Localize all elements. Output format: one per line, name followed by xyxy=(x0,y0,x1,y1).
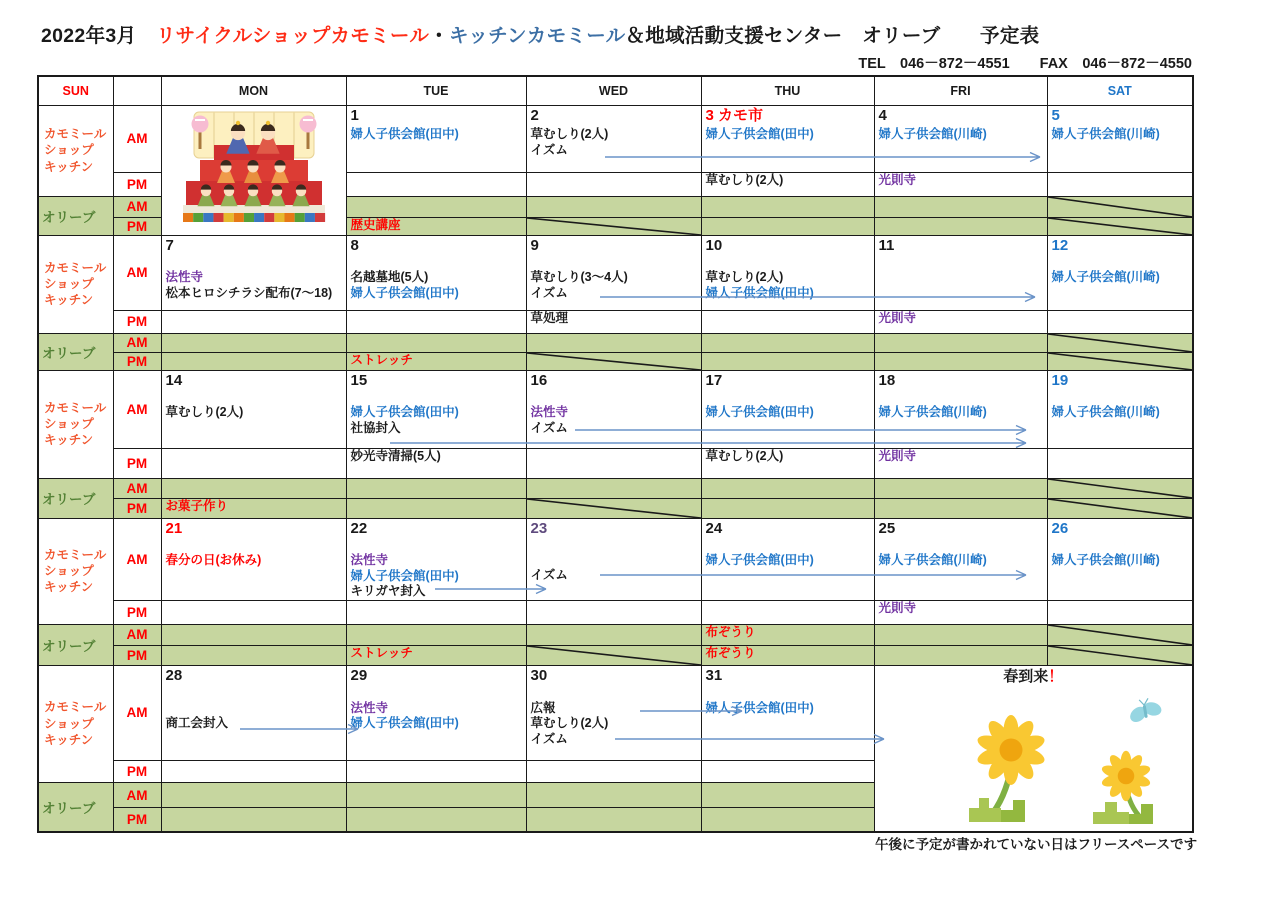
week1-row-am xyxy=(38,105,1193,172)
cell-mar9-olive-pm xyxy=(526,352,701,370)
olive-am-label: AM xyxy=(113,624,161,645)
cell-mar23-am xyxy=(526,518,701,600)
event-text: 婦人子供会館(川崎) xyxy=(878,127,987,142)
cell-mar1-olive-pm xyxy=(346,217,526,235)
cell-mar3-olive-pm xyxy=(701,217,874,235)
olive-am-label: AM xyxy=(113,782,161,808)
event-text: 婦人子供会館(川崎) xyxy=(1051,127,1160,142)
diagonal-line xyxy=(527,499,701,518)
cell-mar1-pm xyxy=(346,172,526,196)
cell-mar1-am xyxy=(346,105,526,172)
diagonal-line xyxy=(527,646,701,665)
event-text: 婦人子供会館(川崎) xyxy=(878,405,987,420)
cell-mar22-olive-pm xyxy=(346,645,526,665)
cell-mar4-olive-pm xyxy=(874,217,1047,235)
spring-arrival-cell xyxy=(874,665,1193,832)
title-segment: リサイクルショップカモミール xyxy=(156,25,430,47)
event-text: イズム xyxy=(530,285,568,300)
cell-mar12-am xyxy=(1047,235,1193,310)
cell-mar16-olive-pm xyxy=(526,498,701,518)
cell-mar16-olive-am xyxy=(526,478,701,498)
shop-row-label xyxy=(38,105,113,196)
calendar-table xyxy=(37,75,1194,833)
cell-mar26-am xyxy=(1047,518,1193,600)
contact-line xyxy=(858,52,1192,73)
olive-pm-label: PM xyxy=(113,645,161,665)
diagonal-line xyxy=(1048,334,1193,352)
cell-mar8-pm xyxy=(346,310,526,333)
shop-label-line: カモミール xyxy=(44,700,107,715)
diagonal-line xyxy=(1048,479,1193,498)
event-text: 婦人子供会館(田中) xyxy=(350,285,459,300)
event-text: 草むしり(3～4人) xyxy=(530,270,628,285)
event-text: イズム xyxy=(530,420,568,435)
event-text: 草むしり(2人) xyxy=(530,127,609,142)
cell-mar9-olive-am xyxy=(526,333,701,352)
cell-mar9-pm xyxy=(526,310,701,333)
week2-row-olive_am xyxy=(38,333,1193,352)
shop-label-line: ショップ xyxy=(44,276,94,291)
shop-label-line: キッチン xyxy=(44,293,94,308)
cell-mar7-am xyxy=(161,235,346,310)
cell-mar30-olive-am xyxy=(526,782,701,808)
spring-caption xyxy=(875,668,1193,686)
page-title xyxy=(41,20,1039,48)
cell-mar5-am xyxy=(1047,105,1193,172)
cell-mar2-pm xyxy=(526,172,701,196)
cell-mar3-pm xyxy=(701,172,874,196)
cell-mar24-olive-am xyxy=(701,624,874,645)
olive-pm-label: PM xyxy=(113,352,161,370)
am-label: AM xyxy=(113,665,161,760)
diagonal-line xyxy=(1048,218,1193,235)
day-number: 21 xyxy=(165,519,183,537)
cell-mar14-olive-am xyxy=(161,478,346,498)
day-number: 11 xyxy=(878,236,895,254)
cell-mar7-olive-pm xyxy=(161,352,346,370)
cell-mar4-pm xyxy=(874,172,1047,196)
shop-label-line: カモミール xyxy=(44,547,107,562)
olive-am-label: AM xyxy=(113,196,161,217)
olive-row-label: オリーブ xyxy=(38,196,113,235)
event-text: 広報 xyxy=(530,700,556,715)
day-number: 5 xyxy=(1051,106,1060,124)
cell-mar10-pm xyxy=(701,310,874,333)
pm-label: PM xyxy=(113,310,161,333)
olive-pm-label: PM xyxy=(113,808,161,832)
cell-mar14-am xyxy=(161,370,346,448)
title-segment: ・ xyxy=(429,25,449,47)
cell-mar8-am xyxy=(346,235,526,310)
week4-row-am xyxy=(38,518,1193,600)
cell-mar22-olive-am xyxy=(346,624,526,645)
event-text: ストレッチ xyxy=(350,645,413,660)
cell-mar21-pm xyxy=(161,600,346,624)
cell-mar16-am xyxy=(526,370,701,448)
cell-mar25-pm xyxy=(874,600,1047,624)
event-text: 社協封入 xyxy=(350,420,401,435)
cell-mar28-olive-pm xyxy=(161,808,346,832)
cell-mar28-olive-am xyxy=(161,782,346,808)
pm-label: PM xyxy=(113,600,161,624)
title-segment: キッチンカモミール xyxy=(448,25,626,47)
event-text: イズム xyxy=(530,568,568,583)
cell-mar12-pm xyxy=(1047,310,1193,333)
cell-mar29-pm xyxy=(346,760,526,782)
cell-mar12-olive-pm xyxy=(1047,352,1193,370)
cell-mar10-am xyxy=(701,235,874,310)
title-segment: ＆地域活動支援センター オリーブ 予定表 xyxy=(625,25,1040,47)
event-text: 光則寺 xyxy=(878,310,917,325)
event-text: 婦人子供会館(田中) xyxy=(705,285,814,300)
diagonal-line xyxy=(1048,353,1193,370)
day-number: 16 xyxy=(530,371,548,389)
cell-mar11-olive-pm xyxy=(874,352,1047,370)
weekday-header-sat: SAT xyxy=(1047,76,1193,105)
cell-mar26-olive-am xyxy=(1047,624,1193,645)
cell-mar28-pm xyxy=(161,760,346,782)
shop-label-line: ショップ xyxy=(44,143,94,158)
cell-mar17-am xyxy=(701,370,874,448)
cell-mar7-pm xyxy=(161,310,346,333)
cell-mar19-olive-am xyxy=(1047,478,1193,498)
am-label: AM xyxy=(113,105,161,172)
cell-mar25-olive-am xyxy=(874,624,1047,645)
event-text: 婦人子供会館(田中) xyxy=(705,405,814,420)
day-number: 10 xyxy=(705,236,723,254)
shop-label-line: カモミール xyxy=(44,400,107,415)
cell-mar12-olive-am xyxy=(1047,333,1193,352)
cell-mar30-pm xyxy=(526,760,701,782)
day-number: 17 xyxy=(705,371,723,389)
cell-mar9-am xyxy=(526,235,701,310)
cell-mar11-pm xyxy=(874,310,1047,333)
event-text: 妙光寺清掃(5人) xyxy=(350,448,441,463)
cell-mar8-olive-pm xyxy=(346,352,526,370)
event-text: ストレッチ xyxy=(350,352,413,367)
event-text: 婦人子供会館(田中) xyxy=(350,127,459,142)
event-text: 名越墓地(5人) xyxy=(350,270,429,285)
week4-row-pm xyxy=(38,600,1193,624)
olive-am-label: AM xyxy=(113,478,161,498)
olive-row-label: オリーブ xyxy=(38,478,113,518)
event-text: 婦人子供会館(田中) xyxy=(705,553,814,568)
cell-mar23-olive-am xyxy=(526,624,701,645)
olive-row-label: オリーブ xyxy=(38,624,113,665)
shop-label-line: キッチン xyxy=(44,433,94,448)
cell-mar14-pm xyxy=(161,448,346,478)
week3-row-pm xyxy=(38,448,1193,478)
event-text: 光則寺 xyxy=(878,600,917,615)
hina-dolls-illustration xyxy=(161,105,346,235)
title-segment: 2022年3月 xyxy=(41,25,157,47)
spring-caption-mark: ！ xyxy=(1048,667,1064,685)
diagonal-line xyxy=(527,218,701,235)
day-number: 24 xyxy=(705,519,723,537)
footnote: 午後に予定が書かれていない日はフリースペースです xyxy=(875,837,1198,852)
weekday-header-row xyxy=(38,76,1193,105)
cell-mar31-am xyxy=(701,665,874,760)
cell-mar29-olive-am xyxy=(346,782,526,808)
cell-mar28-am xyxy=(161,665,346,760)
diagonal-line xyxy=(1048,646,1193,665)
event-text: 婦人子供会館(田中) xyxy=(705,700,814,715)
cell-mar19-olive-pm xyxy=(1047,498,1193,518)
day-number: 8 xyxy=(350,236,359,254)
weekday-header-spacer xyxy=(113,76,161,105)
cell-mar26-olive-pm xyxy=(1047,645,1193,665)
weekday-header-fri: FRI xyxy=(874,76,1047,105)
event-text: 布ぞうり xyxy=(705,645,756,660)
cell-mar17-olive-am xyxy=(701,478,874,498)
shop-label-line: キッチン xyxy=(44,580,94,595)
event-text: 光則寺 xyxy=(878,172,917,187)
weekday-header-tue: TUE xyxy=(346,76,526,105)
week2-row-am xyxy=(38,235,1193,310)
day-number: 12 xyxy=(1051,236,1069,254)
day-number: 25 xyxy=(878,519,896,537)
cell-mar25-am xyxy=(874,518,1047,600)
calendar-body xyxy=(38,105,1193,832)
day-number: 22 xyxy=(350,519,368,537)
cell-mar30-olive-pm xyxy=(526,808,701,832)
event-text: 草むしり(2人) xyxy=(705,448,784,463)
day-number: 9 xyxy=(530,236,539,254)
cell-mar5-pm xyxy=(1047,172,1193,196)
cell-mar7-olive-am xyxy=(161,333,346,352)
olive-pm-label: PM xyxy=(113,498,161,518)
week4-row-olive_pm xyxy=(38,645,1193,665)
day-number: 18 xyxy=(878,371,896,389)
cell-mar3-olive-am xyxy=(701,196,874,217)
week2-row-pm xyxy=(38,310,1193,333)
cell-mar21-olive-pm xyxy=(161,645,346,665)
event-text: 法性寺 xyxy=(165,270,204,285)
fax-number: FAX 046－872－4550 xyxy=(1039,56,1192,72)
shop-label-line: キッチン xyxy=(44,159,94,174)
diagonal-line xyxy=(527,353,701,370)
cell-mar1-olive-am xyxy=(346,196,526,217)
day-number: 29 xyxy=(350,666,368,684)
weekday-header-wed: WED xyxy=(526,76,701,105)
shop-label-line: ショップ xyxy=(44,564,94,578)
cell-mar26-pm xyxy=(1047,600,1193,624)
day-number: 31 xyxy=(705,666,723,684)
event-text: 法性寺 xyxy=(350,553,389,568)
cell-mar17-olive-pm xyxy=(701,498,874,518)
day-number: 2 xyxy=(530,106,539,124)
week3-row-am xyxy=(38,370,1193,448)
cell-mar19-am xyxy=(1047,370,1193,448)
shop-label-line: ショップ xyxy=(44,416,94,431)
event-text: 法性寺 xyxy=(530,405,569,420)
cell-mar22-pm xyxy=(346,600,526,624)
cell-mar21-am xyxy=(161,518,346,600)
event-text: 歴史講座 xyxy=(350,217,401,232)
event-text: 法性寺 xyxy=(350,700,389,715)
hina-dolls-image xyxy=(170,109,338,227)
event-text: イズム xyxy=(530,142,568,157)
diagonal-line xyxy=(1048,197,1193,217)
spring-flowers-image xyxy=(883,688,1188,826)
cell-mar15-olive-pm xyxy=(346,498,526,518)
day-number: 23 xyxy=(530,519,548,537)
cell-mar11-olive-am xyxy=(874,333,1047,352)
tel-number: TEL 046－872－4551 xyxy=(858,56,1010,72)
day-number: 14 xyxy=(165,371,183,389)
spring-flowers-illustration xyxy=(875,688,1193,831)
olive-row-label: オリーブ xyxy=(38,782,113,832)
cell-mar4-am xyxy=(874,105,1047,172)
cell-mar19-pm xyxy=(1047,448,1193,478)
event-text: キリガヤ封入 xyxy=(350,584,426,599)
day-number: 15 xyxy=(350,371,368,389)
day-number: 19 xyxy=(1051,371,1069,389)
event-text: お菓子作り xyxy=(165,498,229,513)
cell-mar22-am xyxy=(346,518,526,600)
cell-mar2-olive-pm xyxy=(526,217,701,235)
shop-label-line: ショップ xyxy=(44,716,94,731)
week3-row-olive_am xyxy=(38,478,1193,498)
cell-mar11-am xyxy=(874,235,1047,310)
cell-mar5-olive-am xyxy=(1047,196,1193,217)
event-text: 草むしり(2人) xyxy=(530,716,609,730)
cell-mar18-pm xyxy=(874,448,1047,478)
week4-row-olive_am xyxy=(38,624,1193,645)
cell-mar31-olive-pm xyxy=(701,808,874,832)
am-label: AM xyxy=(113,518,161,600)
cell-mar25-olive-pm xyxy=(874,645,1047,665)
cell-mar30-am xyxy=(526,665,701,760)
event-text: 婦人子供会館(田中) xyxy=(350,716,459,730)
week2-row-olive_pm xyxy=(38,352,1193,370)
cell-mar8-olive-am xyxy=(346,333,526,352)
olive-row-label: オリーブ xyxy=(38,333,113,370)
spring-caption-text: 春到来 xyxy=(1003,667,1049,685)
cell-mar21-olive-am xyxy=(161,624,346,645)
event-text: 婦人子供会館(田中) xyxy=(350,405,459,420)
cell-mar18-olive-pm xyxy=(874,498,1047,518)
cell-mar24-pm xyxy=(701,600,874,624)
cell-mar18-am xyxy=(874,370,1047,448)
am-label: AM xyxy=(113,370,161,448)
event-text: 婦人子供会館(田中) xyxy=(705,127,814,142)
cell-mar15-pm xyxy=(346,448,526,478)
cell-mar18-olive-am xyxy=(874,478,1047,498)
cell-mar23-olive-pm xyxy=(526,645,701,665)
weekday-header-thu: THU xyxy=(701,76,874,105)
cell-mar4-olive-am xyxy=(874,196,1047,217)
cell-mar2-am xyxy=(526,105,701,172)
cell-mar17-pm xyxy=(701,448,874,478)
event-text: 草むしり(2人) xyxy=(705,172,784,187)
cell-mar15-olive-am xyxy=(346,478,526,498)
day-number: 26 xyxy=(1051,519,1069,537)
event-text: 商工会封入 xyxy=(165,715,229,730)
event-text: 草むしり(2人) xyxy=(165,405,244,420)
shop-row-label xyxy=(38,665,113,782)
shop-row-label xyxy=(38,518,113,624)
week5-row-am xyxy=(38,665,1193,760)
event-text: 婦人子供会館(川崎) xyxy=(878,553,987,568)
day-number: 3 カモ市 xyxy=(705,106,764,124)
event-text: 春分の日(お休み) xyxy=(165,553,262,568)
cell-mar10-olive-pm xyxy=(701,352,874,370)
week3-row-olive_pm xyxy=(38,498,1193,518)
day-number: 4 xyxy=(878,106,887,124)
cell-mar5-olive-pm xyxy=(1047,217,1193,235)
event-text: 松本ヒロシチラシ配布(7～18) xyxy=(165,285,333,300)
shop-label-line: カモミール xyxy=(44,127,107,142)
cell-mar23-pm xyxy=(526,600,701,624)
shop-row-label xyxy=(38,370,113,478)
shop-row-label xyxy=(38,235,113,333)
event-text: 婦人子供会館(田中) xyxy=(350,568,459,583)
event-text: イズム xyxy=(530,731,568,746)
event-text: 婦人子供会館(川崎) xyxy=(1051,553,1160,568)
cell-mar3-am xyxy=(701,105,874,172)
event-text: 婦人子供会館(川崎) xyxy=(1051,270,1160,285)
cell-mar2-olive-am xyxy=(526,196,701,217)
event-text: 光則寺 xyxy=(878,448,917,463)
shop-label-line: カモミール xyxy=(44,260,107,275)
event-text: 婦人子供会館(川崎) xyxy=(1051,405,1160,420)
pm-label: PM xyxy=(113,172,161,196)
cell-mar29-olive-pm xyxy=(346,808,526,832)
cell-mar16-pm xyxy=(526,448,701,478)
cell-mar10-olive-am xyxy=(701,333,874,352)
cell-mar31-olive-am xyxy=(701,782,874,808)
cell-mar24-am xyxy=(701,518,874,600)
cell-mar14-olive-pm xyxy=(161,498,346,518)
day-number: 30 xyxy=(530,666,548,684)
cell-mar31-pm xyxy=(701,760,874,782)
weekday-header-mon: MON xyxy=(161,76,346,105)
day-number: 28 xyxy=(165,666,183,684)
olive-pm-label: PM xyxy=(113,217,161,235)
day-number: 7 xyxy=(165,236,174,254)
cell-mar24-olive-pm xyxy=(701,645,874,665)
day-number: 1 xyxy=(350,106,359,124)
cell-mar15-am xyxy=(346,370,526,448)
cell-mar29-am xyxy=(346,665,526,760)
am-label: AM xyxy=(113,235,161,310)
event-text: 草処理 xyxy=(530,310,569,325)
event-text: 草むしり(2人) xyxy=(705,270,784,285)
pm-label: PM xyxy=(113,448,161,478)
olive-am-label: AM xyxy=(113,333,161,352)
diagonal-line xyxy=(1048,499,1193,518)
weekday-header-sun: SUN xyxy=(38,76,113,105)
diagonal-line xyxy=(1048,625,1193,645)
event-text: 布ぞうり xyxy=(705,624,756,639)
pm-label: PM xyxy=(113,760,161,782)
shop-label-line: キッチン xyxy=(44,732,94,747)
